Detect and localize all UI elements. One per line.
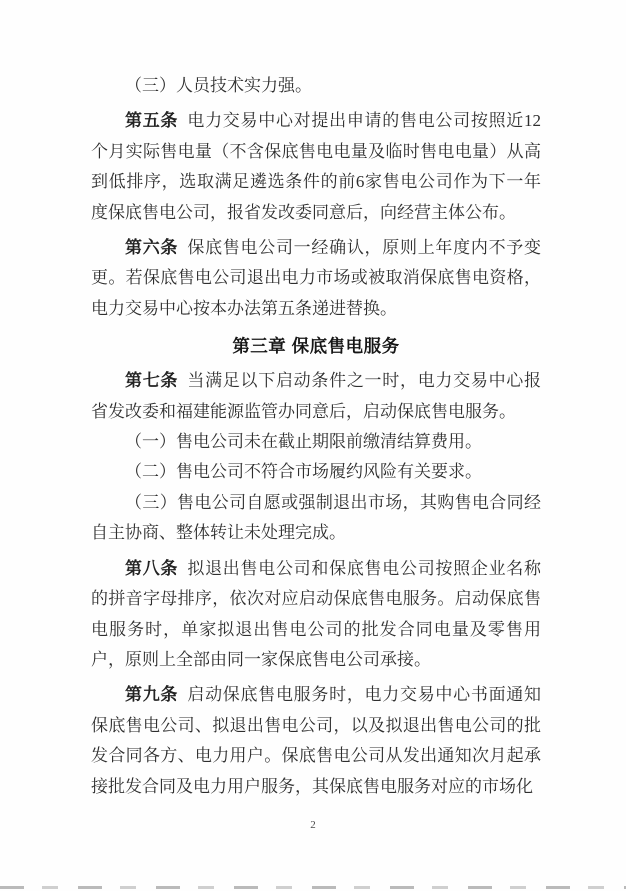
article-8: 第八条 拟退出售电公司和保底售电公司按照企业名称的拼音字母排序，依次对应启动保底售电服务。启动保底售电服务时，单家拟退出售电公司的批发合同电量及零售用户，原则上全部由同一家保底售电公司承接。 [91, 558, 542, 669]
clause-item-3-technical-strength: （三）人员技术实力强。 [125, 76, 312, 95]
trigger-condition-3: （三）售电公司自愿或强制退出市场，其购售电合同经自主协商、整体转让未处理完成。 [91, 492, 541, 543]
article-7: 第七条 当满足以下启动条件之一时，电力交易中心报省发改委和福建能源监管办同意后，启动保底售电服务。 [91, 371, 542, 421]
article-9: 第九条 启动保底售电服务时，电力交易中心书面通知保底售电公司、拟退出售电公司，以及拟退出售电公司的批发合同各方、电力用户。保底售电公司从发出通知次月起承接批发合同及电力用户服务，其保底售电服务对应的市场化 [91, 685, 542, 796]
trigger-condition-2: （二）售电公司不符合市场履约风险有关要求。 [125, 462, 482, 482]
article-5: 第五条 电力交易中心对提出申请的售电公司按照近12个月实际售电量（不含保底售电电量及临时售电电量）从高到低排序，选取满足遴选条件的前6家售电公司作为下一年度保底售电公司，报省发改委同意后，向经营主体公布。 [91, 111, 542, 222]
document-content [91, 71, 541, 802]
trigger-condition-1: （一）售电公司未在截止期限前缴清结算费用。 [125, 432, 482, 452]
article-6: 第六条 保底售电公司一经确认，原则上年度内不予变更。若保底售电公司退出电力市场或被取消保底售电资格，电力交易中心按本办法第五条递进替换。 [91, 238, 542, 318]
page-number: 2 [310, 819, 316, 831]
article-8-label: 第八条 [125, 558, 179, 578]
article-7-label: 第七条 [125, 371, 179, 391]
article-6-label: 第六条 [125, 238, 179, 258]
chapter-3-heading: 第三章 保底售电服务 [232, 336, 400, 357]
page-bottom-edge-artifact [0, 886, 626, 889]
article-9-label: 第九条 [125, 685, 179, 705]
article-5-label: 第五条 [125, 111, 179, 131]
